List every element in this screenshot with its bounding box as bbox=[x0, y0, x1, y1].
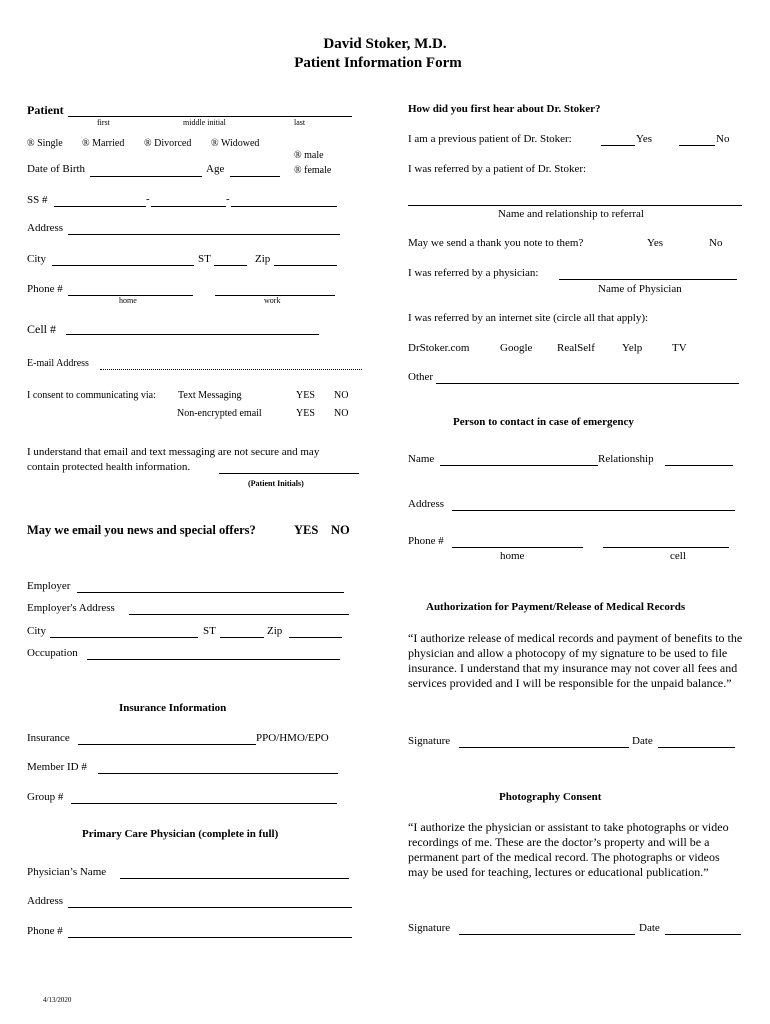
auth-date-label: Date bbox=[632, 735, 653, 747]
consent-text-messaging: Text Messaging bbox=[178, 390, 242, 401]
pcp-heading: Primary Care Physician (complete in full) bbox=[82, 828, 279, 840]
consent-text-no[interactable]: NO bbox=[334, 390, 349, 401]
news-question: May we email you news and special offers? bbox=[27, 523, 256, 537]
ss-field-3[interactable] bbox=[231, 206, 337, 207]
employer-address-field[interactable] bbox=[129, 614, 349, 615]
occupation-field[interactable] bbox=[87, 659, 340, 660]
referred-patient-label: I was referred by a patient of Dr. Stoker: bbox=[408, 163, 587, 175]
radio-icon: ® bbox=[294, 165, 302, 176]
thank-you-yes[interactable]: Yes bbox=[647, 237, 664, 249]
pcp-address-label: Address bbox=[27, 895, 64, 907]
internet-site-label: I was referred by an internet site (circle all that apply): bbox=[408, 312, 649, 324]
referred-physician-field[interactable] bbox=[559, 279, 737, 280]
consent-label: I consent to communicating via: bbox=[27, 390, 156, 401]
relationship-field[interactable] bbox=[665, 465, 733, 466]
dob-field[interactable] bbox=[90, 176, 202, 177]
photo-signature-field[interactable] bbox=[459, 934, 635, 935]
employer-field[interactable] bbox=[77, 592, 344, 593]
emergency-cell-caption: cell bbox=[670, 550, 686, 562]
gender-male[interactable]: ® male bbox=[294, 150, 324, 161]
patient-label: Patient bbox=[27, 103, 64, 117]
thank-you-question: May we send a thank you note to them? bbox=[408, 237, 584, 249]
emergency-name-label: Name bbox=[408, 453, 435, 465]
site-tv[interactable]: TV bbox=[672, 342, 687, 354]
pcp-address-field[interactable] bbox=[68, 907, 352, 908]
radio-icon: ® bbox=[82, 138, 90, 149]
auth-signature-field[interactable] bbox=[459, 747, 629, 748]
previous-no: No bbox=[716, 133, 730, 145]
age-field[interactable] bbox=[230, 176, 280, 177]
news-yes[interactable]: YES bbox=[294, 523, 319, 537]
employer-st-label: ST bbox=[203, 625, 216, 637]
zip-field[interactable] bbox=[274, 265, 337, 266]
st-field[interactable] bbox=[214, 265, 247, 266]
insurance-type: PPO/HMO/EPO bbox=[256, 732, 329, 744]
middle-caption: middle initial bbox=[183, 118, 226, 127]
other-label: Other bbox=[408, 371, 434, 383]
relationship-label: Relationship bbox=[598, 453, 654, 465]
previous-yes: Yes bbox=[636, 133, 653, 145]
patient-name-field[interactable] bbox=[68, 116, 352, 117]
address-field[interactable] bbox=[68, 234, 340, 235]
occupation-label: Occupation bbox=[27, 647, 78, 659]
site-yelp[interactable]: Yelp bbox=[622, 342, 643, 354]
emergency-home-field[interactable] bbox=[452, 547, 583, 548]
emergency-name-field[interactable] bbox=[440, 465, 598, 466]
employer-zip-field[interactable] bbox=[289, 637, 342, 638]
auth-text: “I authorize release of medical records and payment of benefits to the physician and allow a photocopy of my signature to be used to file insurance. I understand that my insurance may not cover all fees and services provided and I will be responsible for the unpaid balance.” bbox=[408, 631, 743, 690]
member-id-label: Member ID # bbox=[27, 761, 87, 773]
radio-icon: ® bbox=[211, 138, 219, 149]
previous-yes-field[interactable] bbox=[601, 145, 635, 146]
ss-label: SS # bbox=[27, 194, 48, 206]
understand-line-1: I understand that email and text messaging are not secure and may bbox=[27, 446, 320, 458]
group-field[interactable] bbox=[71, 803, 337, 804]
news-no[interactable]: NO bbox=[331, 523, 350, 537]
emergency-address-field[interactable] bbox=[452, 510, 735, 511]
gender-female[interactable]: ® female bbox=[294, 165, 332, 176]
zip-label: Zip bbox=[255, 253, 271, 265]
referred-physician-label: I was referred by a physician: bbox=[408, 267, 539, 279]
pcp-phone-field[interactable] bbox=[68, 937, 352, 938]
patient-initials-field[interactable] bbox=[219, 473, 359, 474]
age-label: Age bbox=[206, 163, 225, 175]
last-caption: last bbox=[294, 118, 306, 127]
other-field[interactable] bbox=[436, 383, 739, 384]
st-label: ST bbox=[198, 253, 211, 265]
photo-text: “I authorize the physician or assistant to take photographs or video recordings of me. These are the doctor’s property and will be a permanent part of the medical record. The photographs or videos may be used for teaching, lectures or educational publication.” bbox=[408, 820, 729, 879]
photo-date-label: Date bbox=[639, 922, 660, 934]
marital-married[interactable]: ® Married bbox=[82, 138, 125, 149]
cell-field[interactable] bbox=[66, 334, 319, 335]
photo-signature-label: Signature bbox=[408, 922, 451, 934]
radio-icon: ® bbox=[27, 138, 35, 149]
dob-label: Date of Birth bbox=[27, 163, 86, 175]
thank-you-no[interactable]: No bbox=[709, 237, 723, 249]
emergency-address-label: Address bbox=[408, 498, 445, 510]
employer-address-label: Employer's Address bbox=[27, 602, 115, 614]
employer-label: Employer bbox=[27, 580, 71, 592]
ss-field-2[interactable] bbox=[151, 206, 226, 207]
phone-home-caption: home bbox=[119, 296, 137, 305]
marital-single[interactable]: ® Single bbox=[27, 138, 63, 149]
marital-widowed[interactable]: ® Widowed bbox=[211, 138, 260, 149]
group-label: Group # bbox=[27, 791, 64, 803]
consent-email: Non-encrypted email bbox=[177, 408, 262, 419]
physician-caption: Name of Physician bbox=[598, 283, 682, 295]
marital-divorced[interactable]: ® Divorced bbox=[144, 138, 192, 149]
employer-city-field[interactable] bbox=[50, 637, 198, 638]
auth-signature-label: Signature bbox=[408, 735, 451, 747]
photo-date-field[interactable] bbox=[665, 934, 741, 935]
emergency-cell-field[interactable] bbox=[603, 547, 729, 548]
emergency-home-caption: home bbox=[500, 550, 525, 562]
form-date: 4/13/2020 bbox=[43, 996, 72, 1004]
radio-icon: ® bbox=[144, 138, 152, 149]
first-caption: first bbox=[97, 118, 110, 127]
emergency-phone-label: Phone # bbox=[408, 535, 444, 547]
doctor-name: David Stoker, M.D. bbox=[323, 36, 447, 52]
insurance-field[interactable] bbox=[78, 744, 256, 745]
referral-caption: Name and relationship to referral bbox=[498, 208, 644, 220]
previous-patient-label: I am a previous patient of Dr. Stoker: bbox=[408, 133, 572, 145]
email-field[interactable] bbox=[100, 369, 362, 370]
insurance-heading: Insurance Information bbox=[119, 702, 227, 714]
site-drstoker[interactable]: DrStoker.com bbox=[408, 342, 470, 354]
referral-name-field[interactable] bbox=[408, 205, 742, 206]
cell-label: Cell # bbox=[27, 322, 56, 336]
pcp-phone-label: Phone # bbox=[27, 925, 63, 937]
site-google[interactable]: Google bbox=[500, 342, 533, 354]
consent-text-yes[interactable]: YES bbox=[296, 390, 315, 401]
site-realself[interactable]: RealSelf bbox=[557, 342, 595, 354]
hear-heading: How did you first hear about Dr. Stoker? bbox=[408, 103, 601, 115]
ss-field-1[interactable] bbox=[54, 206, 146, 207]
address-label: Address bbox=[27, 222, 64, 234]
phone-work-caption: work bbox=[264, 296, 281, 305]
consent-email-no[interactable]: NO bbox=[334, 408, 349, 419]
email-label: E-mail Address bbox=[27, 358, 89, 369]
auth-heading: Authorization for Payment/Release of Medical Records bbox=[426, 601, 686, 613]
understand-line-2: contain protected health information. bbox=[27, 461, 191, 473]
form-title: Patient Information Form bbox=[294, 55, 462, 71]
city-field[interactable] bbox=[52, 265, 194, 266]
city-label: City bbox=[27, 253, 46, 265]
emergency-heading: Person to contact in case of emergency bbox=[453, 416, 634, 428]
phone-label: Phone # bbox=[27, 283, 63, 295]
employer-st-field[interactable] bbox=[220, 637, 264, 638]
radio-icon: ® bbox=[294, 150, 302, 161]
photo-heading: Photography Consent bbox=[499, 791, 602, 803]
auth-date-field[interactable] bbox=[658, 747, 735, 748]
physician-name-field[interactable] bbox=[120, 878, 349, 879]
previous-no-field[interactable] bbox=[679, 145, 715, 146]
insurance-label: Insurance bbox=[27, 732, 70, 744]
consent-email-yes[interactable]: YES bbox=[296, 408, 315, 419]
patient-initials-caption: (Patient Initials) bbox=[248, 479, 304, 488]
employer-zip-label: Zip bbox=[267, 625, 283, 637]
physician-name-label: Physician’s Name bbox=[27, 866, 107, 878]
member-id-field[interactable] bbox=[98, 773, 338, 774]
employer-city-label: City bbox=[27, 625, 46, 637]
